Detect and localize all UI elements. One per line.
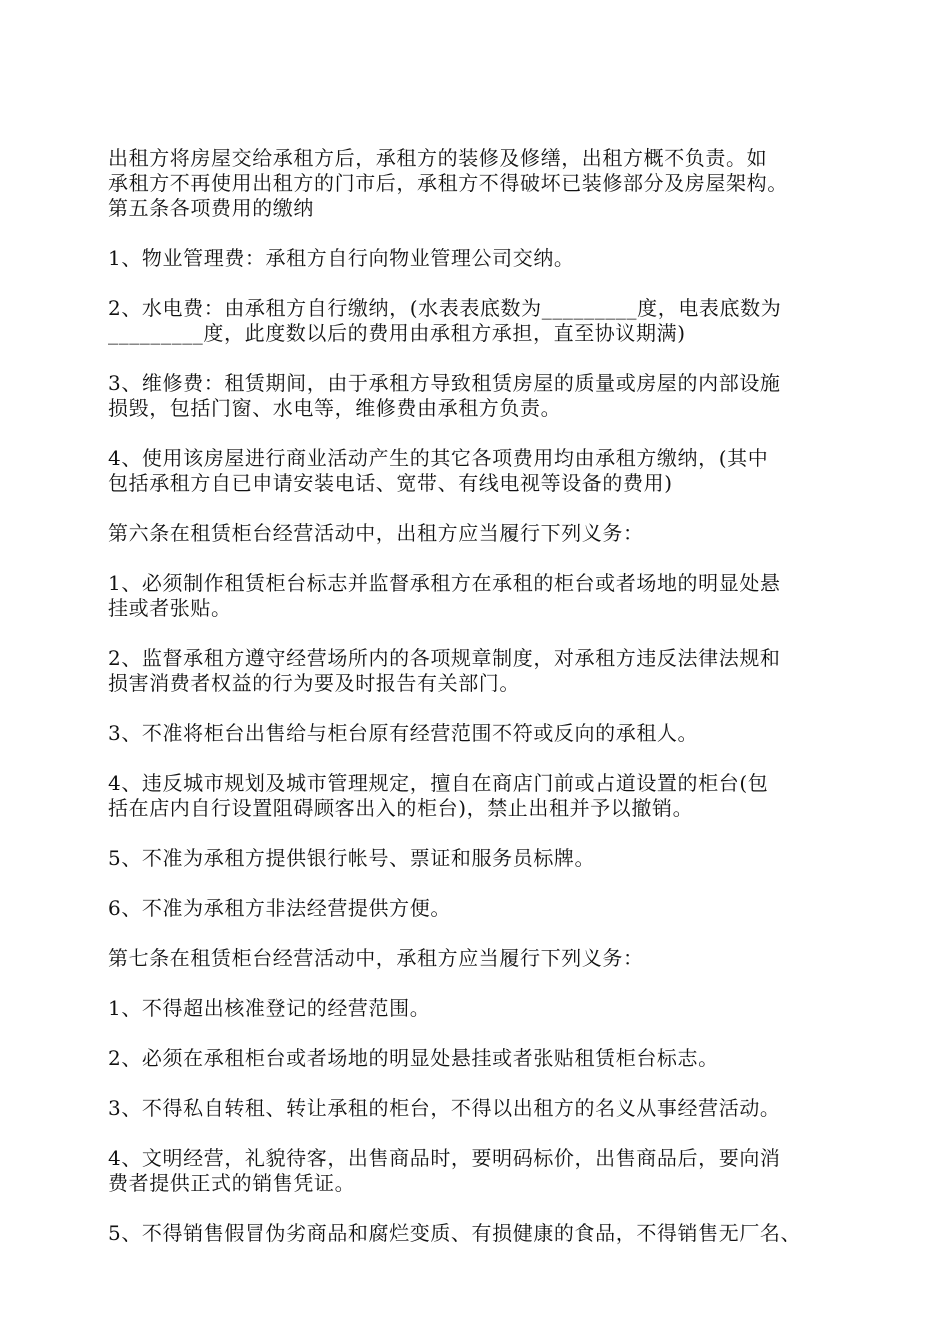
text-line: 3、不准将柜台出售给与柜台原有经营范围不符或反向的承租人。 (108, 721, 699, 745)
text-line: 2、水电费：由承租方自行缴纳，(水表表底数为_________度，电表底数为 (108, 296, 782, 320)
text-line: 损毁，包括门窗、水电等，维修费由承租方负责。 (108, 396, 562, 420)
text-line: 2、监督承租方遵守经营场所内的各项规章制度，对承租方违反法律法规和 (108, 646, 781, 670)
text-line: _________度，此度数以后的费用由承租方承担，直至协议期满) (108, 321, 686, 345)
text-line: 6、不准为承租方非法经营提供方便。 (108, 896, 451, 920)
paragraph-lessee-duty-1 (108, 996, 844, 1021)
paragraph-lessor-duty-5 (108, 846, 844, 871)
text-line: 第七条在租赁柜台经营活动中，承租方应当履行下列义务： (108, 946, 644, 970)
paragraph-repair-fee (108, 371, 844, 421)
text-line: 3、维修费：租赁期间，由于承租方导致租赁房屋的质量或房屋的内部设施 (108, 371, 781, 395)
text-line: 费者提供正式的销售凭证。 (108, 1171, 356, 1195)
heading-article-7 (108, 946, 844, 971)
text-line: 1、物业管理费：承租方自行向物业管理公司交纳。 (108, 246, 575, 270)
text-line: 第六条在租赁柜台经营活动中，出租方应当履行下列义务： (108, 521, 644, 545)
heading-article-6 (108, 521, 844, 546)
paragraph-other-fees (108, 446, 844, 496)
text-line: 1、必须制作租赁柜台标志并监督承租方在承租的柜台或者场地的明显处悬 (108, 571, 781, 595)
text-line: 出租方将房屋交给承租方后，承租方的装修及修缮，出租方概不负责。如 (108, 146, 768, 170)
text-line: 承租方不再使用出租方的门市后，承租方不得破坏已装修部分及房屋架构。 (108, 171, 788, 195)
text-line: 4、违反城市规划及城市管理规定，擅自在商店门前或占道设置的柜台(包 (108, 771, 769, 795)
heading-article-5 (108, 196, 844, 221)
paragraph-utilities-fee (108, 296, 844, 346)
text-line: 挂或者张贴。 (108, 596, 232, 620)
paragraph-lessee-duty-5 (108, 1221, 844, 1246)
text-line: 5、不准为承租方提供银行帐号、票证和服务员标牌。 (108, 846, 596, 870)
paragraph-lessee-duty-4 (108, 1146, 844, 1196)
paragraph-lessee-duty-3 (108, 1096, 844, 1121)
paragraph-lessor-duty-3 (108, 721, 844, 746)
text-line: 5、不得销售假冒伪劣商品和腐烂变质、有损健康的食品，不得销售无厂名、 (108, 1221, 802, 1245)
paragraph-lessee-duty-2 (108, 1046, 844, 1071)
text-line: 1、不得超出核准登记的经营范围。 (108, 996, 431, 1020)
text-line: 损害消费者权益的行为要及时报告有关部门。 (108, 671, 520, 695)
text-line: 3、不得私自转租、转让承租的柜台，不得以出租方的名义从事经营活动。 (108, 1096, 781, 1120)
text-line: 括在店内自行设置阻碍顾客出入的柜台)，禁止出租并予以撤销。 (108, 796, 694, 820)
text-line: 包括承租方自已申请安装电话、宽带、有线电视等设备的费用) (108, 471, 673, 495)
text-line: 4、文明经营，礼貌待客，出售商品时，要明码标价，出售商品后，要向消 (108, 1146, 781, 1170)
text-line: 2、必须在承租柜台或者场地的明显处悬挂或者张贴租赁柜台标志。 (108, 1046, 719, 1070)
paragraph-lessor-duty-4 (108, 771, 844, 821)
document-body (108, 146, 844, 1246)
text-line: 4、使用该房屋进行商业活动产生的其它各项费用均由承租方缴纳，(其中 (108, 446, 769, 470)
paragraph-renovation (108, 146, 844, 196)
paragraph-lessor-duty-6 (108, 896, 844, 921)
text-line: 第五条各项费用的缴纳 (108, 196, 314, 220)
paragraph-lessor-duty-2 (108, 646, 844, 696)
paragraph-lessor-duty-1 (108, 571, 844, 621)
paragraph-property-fee (108, 246, 844, 271)
